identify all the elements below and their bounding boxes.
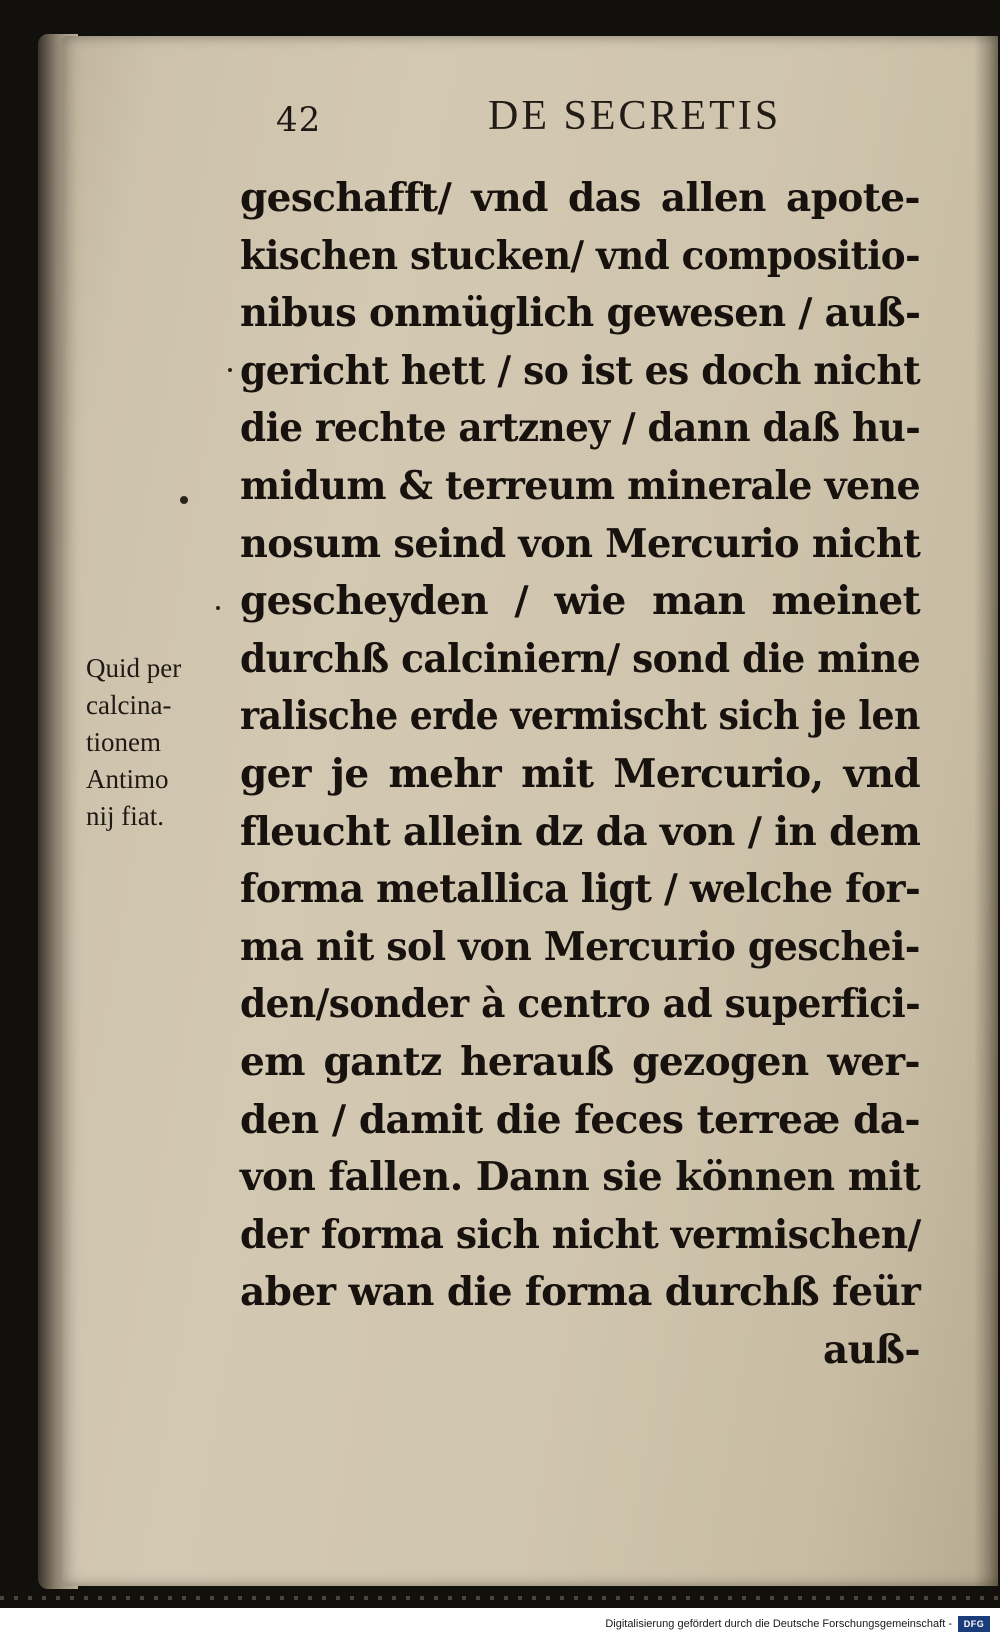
page-header: [218, 88, 838, 158]
text-line: der forma sich nicht vermischen/: [240, 1211, 921, 1258]
text-line: gericht hett / so ist es doch nicht: [240, 347, 921, 394]
page-gutter-shadow: [974, 36, 998, 1586]
ink-speck: [216, 606, 220, 610]
body-text: [240, 170, 920, 1379]
dfg-logo-icon: DFG: [958, 1616, 990, 1632]
ink-speck: [180, 496, 188, 504]
scan-edge-dashes: [0, 1596, 1000, 1600]
margin-note-line: calcina-: [86, 690, 172, 720]
text-line: die rechte artzney / dann daß hu-: [240, 405, 921, 452]
text-line: ralische erde vermischt sich je len: [240, 693, 920, 740]
text-line: von fallen. Dann sie können mit: [240, 1154, 920, 1201]
page-number: 42: [276, 100, 322, 140]
margin-note: [86, 650, 236, 835]
text-line: nibus onmüglich gewesen / auß-: [240, 290, 921, 337]
catchword: auß-: [822, 1326, 920, 1373]
text-line: em gantz herauß gezogen wer-: [240, 1038, 920, 1085]
text-line: ger je mehr mit Mercurio, vnd: [240, 750, 920, 797]
footer-credit: Digitalisierung gefördert durch die Deutsche Forschungsgemeinschaft -: [605, 1618, 952, 1630]
text-line: geschafft/ vnd das allen apote-: [240, 175, 920, 221]
margin-note-line: nij fiat.: [86, 801, 164, 831]
text-line: kischen stucken/ vnd compositio-: [240, 232, 920, 279]
digitization-footer: [0, 1608, 1000, 1646]
text-line: midum & terreum minerale vene: [240, 462, 921, 509]
margin-note-line: tionem: [86, 727, 161, 757]
ink-speck: [228, 368, 232, 372]
margin-note-line: Antimo: [86, 764, 169, 794]
text-line: nosum seind von Mercurio nicht: [240, 520, 921, 567]
text-line: den / damit die feces terreæ da-: [240, 1096, 920, 1143]
text-line: aber wan die forma durchß feür: [240, 1269, 921, 1316]
text-line: ma nit sol von Mercurio geschei-: [240, 923, 920, 970]
text-line: den/sonder à centro ad superfici-: [240, 981, 921, 1028]
margin-note-line: Quid per: [86, 653, 182, 683]
text-line: durchß calciniern/ sond die mine: [240, 635, 921, 682]
text-line: forma metallica ligt / welche for-: [240, 866, 921, 913]
text-line: gescheyden / wie man meinet: [240, 578, 920, 625]
text-line: fleucht allein dz da von / in dem: [240, 808, 921, 855]
running-head: DE SECRETIS: [488, 93, 782, 139]
